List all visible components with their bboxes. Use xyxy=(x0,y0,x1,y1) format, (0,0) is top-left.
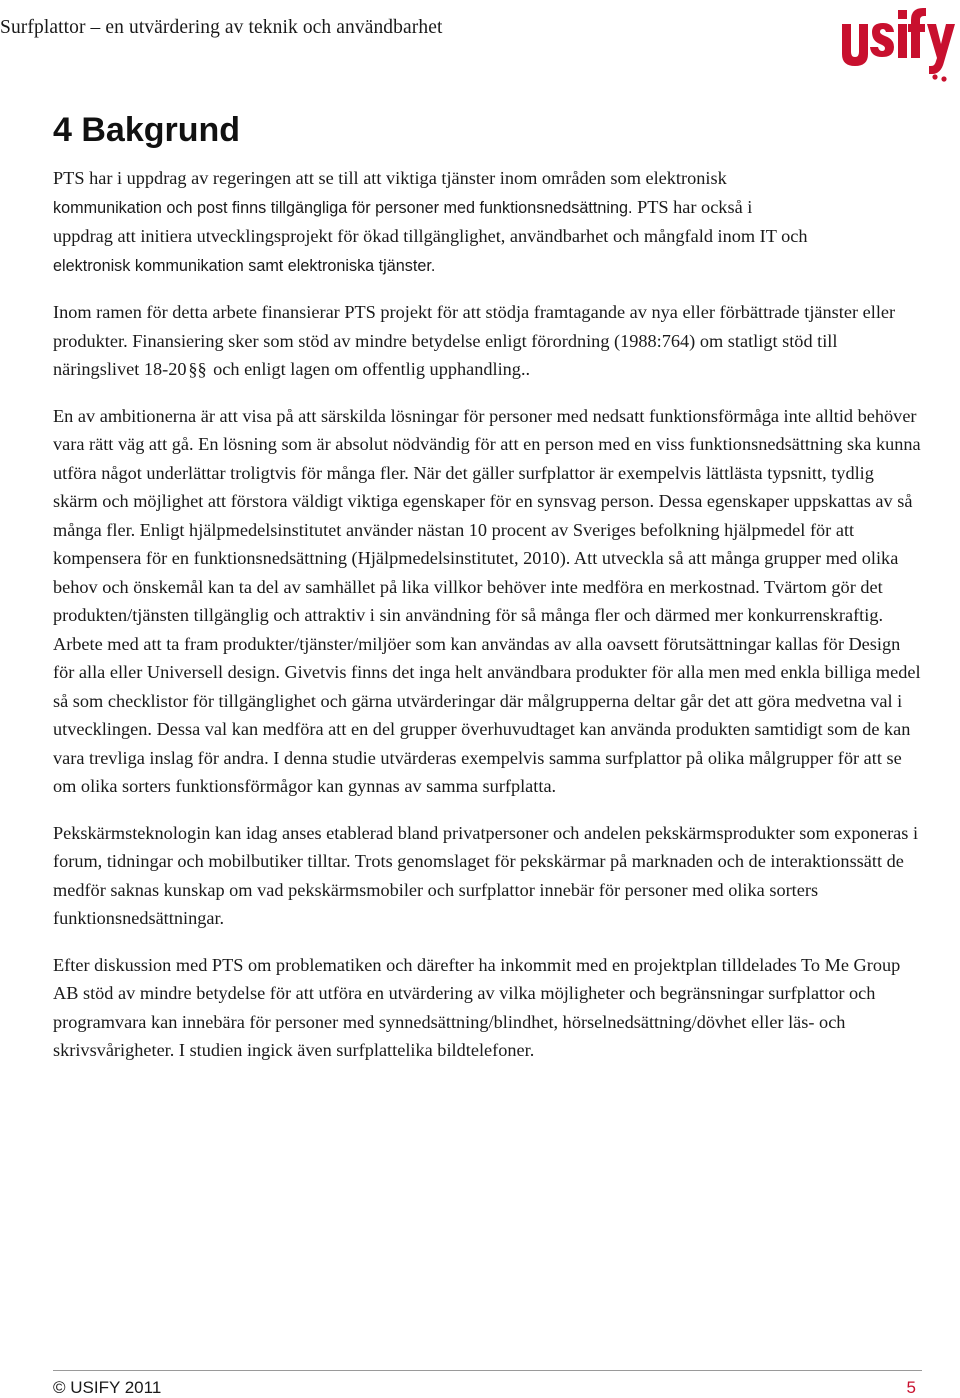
paragraph-2 xyxy=(53,298,923,384)
page-number: 5 xyxy=(906,1378,916,1397)
document-header-title: Surfplattor – en utvärdering av teknik och användbarhet xyxy=(0,17,443,38)
paragraph-1-line-2-serif: PTS har också i xyxy=(632,196,753,217)
footer-copyright: © USIFY 2011 xyxy=(53,1378,162,1397)
paragraph-1-line-4: elektronisk kommunikation samt elektroniska tjänster. xyxy=(53,256,436,275)
paragraph-1-line-3: uppdrag att initiera utvecklingsprojekt för ökad tillgänglighet, användbarhet och mångfald inom IT och xyxy=(53,226,808,246)
paragraph-1-line-1: PTS har i uppdrag av regeringen att se till att viktiga tjänster inom områden som elektronisk xyxy=(53,168,727,188)
paragraph-1 xyxy=(53,164,923,280)
usify-logo xyxy=(840,2,960,82)
section-heading: 4 Bakgrund xyxy=(53,111,241,149)
paragraph-3: En av ambitionerna är att visa på att särskilda lösningar för personer med nedsatt funktionsförmåga inte alltid behöver vara rätt väg att gå. En lösning som är absolut nödvändig för att en person med en viss funktionsnedsättning ska kunna utföra något underlättar troligtvis för många fler. När det gäller surfplattor är exempelvis lättlästa typsnitt, tydlig skärm och möjlighet att förstora väldigt viktiga egenskaper för en synsvag person. Dessa egenskaper uppskattas av så många fler. Enligt hjälpmedelsinstitutet använder nästan 10 procent av Sveriges befolkning hjälpmedel för att kompensera för en funktionsnedsättning (Hjälpmedelsinstitutet, 2010). Att utveckla så att många grupper med olika behov och önskemål kan ta del av samhället på lika villkor behöver inte medföra en merkostnad. Tvärtom gör det produkten/tjänsten tillgänglig och attraktiv i sin användning för så många fler och därmed mer konkurrenskraftig. Arbete med att ta fram produkter/tjänster/miljöer som kan användas av alla oavsett förutsättningar kallas för Design för alla eller Universell design. Givetvis finns det inga helt användbara produkter för alla men med enkla billiga medel så som checklistor för tillgänglighet och gärna utvärderingar där målgrupperna deltar går det att göra medvetna val i utvecklingen. Dessa val kan medföra att en del grupper överhuvudtaget kan använda produkten samtidigt som de kan vara trevliga inslag för andra. I denna studie utvärderas exempelvis samma surfplattor på olika målgrupper för att se om olika sorters funktionsförmågor kan gynnas av samma surfplatta. xyxy=(53,405,921,796)
paragraph-1-line-2-sans: kommunikation och post finns tillgängliga för personer med funktionsnedsättning. xyxy=(53,198,633,217)
paragraph-2-part-1: Inom ramen för detta arbete finansierar PTS projekt för att stödja framtagande av nya eller förbättrade tjänster eller produkter. Finansiering sker som stöd av mindre betydelse enligt förordning (1988:764) om statligt stöd till näringslivet 18-20 xyxy=(53,302,896,379)
paragraph-5: Efter diskussion med PTS om problematiken och därefter ha inkommit med en projektplan tilldelades To Me Group AB stöd av mindre betydelse för att utföra en utvärdering av vilka möjligheter och begränsningar surfplattor och programvara kan innebära för personer med synnedsättning/blindhet, hörselnedsättning/dövhet eller läs- och skrivsvårigheter. I studien ingick även surfplattelika bildtelefoner. xyxy=(53,954,901,1060)
section-sign: §§ xyxy=(188,359,207,379)
body-text xyxy=(53,164,923,1065)
paragraph-4: Pekskärmsteknologin kan idag anses etablerad bland privatpersoner och andelen pekskärmsprodukter som exponeras i forum, tidningar och mobilbutiker tilltar. Trots genomslaget för pekskärmar på marknaden och de interaktionssätt de medför saknas kunskap om vad pekskärmsmobiler och surfplattor innebär för personer med olika sorters funktionsnedsättningar. xyxy=(53,822,919,928)
footer-divider xyxy=(53,1370,922,1371)
paragraph-2-part-2: och enligt lagen om offentlig upphandling.. xyxy=(208,359,531,379)
